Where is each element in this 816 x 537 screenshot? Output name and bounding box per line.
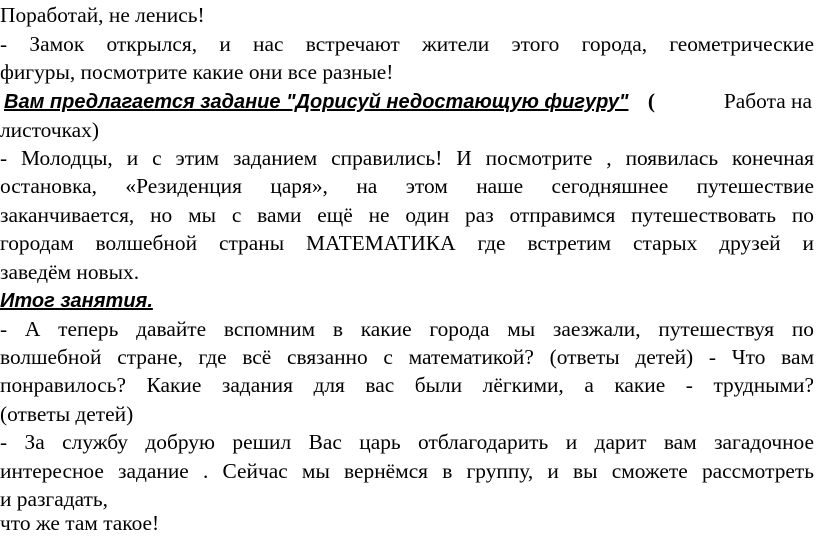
summary-line xyxy=(0,286,814,315)
paragraph-line: - Молодцы, и с этим заданием справились! И посмотрите , появилась конечная xyxy=(0,146,814,170)
paragraph-line: - Замок открылся, и нас встречают жители этого города, геометрические xyxy=(0,32,814,56)
task-title: Вам предлагается задание "Дорисуй недостающую фигуру" xyxy=(4,91,629,113)
paragraph-line: листочках) xyxy=(0,118,99,142)
paragraph-line: фигуры, посмотрите какие они все разные! xyxy=(0,60,394,84)
summary-title: Итог занятия. xyxy=(0,290,153,312)
paragraph-line: что же там такое! xyxy=(0,511,160,535)
paragraph-line: заведём новых. xyxy=(0,260,140,284)
paragraph-line: - За службу добрую решил Вас царь отблагодарить и дарит вам загадочное xyxy=(0,430,814,454)
paragraph-line: и разгадать, xyxy=(0,487,108,511)
paragraph-line: понравилось? Какие задания для вас были лёгкими, а какие - трудными? xyxy=(0,373,814,397)
task-line xyxy=(0,87,814,116)
paragraph-line: Поработай, не ленись! xyxy=(0,3,205,27)
paragraph-line: остановка, «Резиденция царя», на этом наше сегодняшнее путешествие xyxy=(0,174,814,198)
paragraph-line: волшебной стране, где всё связанно с математикой? (ответы детей) - Что вам xyxy=(0,345,814,369)
paragraph-line: (ответы детей) xyxy=(0,402,134,426)
paragraph-line: - А теперь давайте вспомним в какие города мы заезжали, путешествуя по xyxy=(0,317,814,341)
paragraph-line: заканчивается, но мы с вами ещё не один раз отправимся путешествовать по xyxy=(0,203,814,227)
paragraph-line: интересное задание . Сейчас мы вернёмся в группу, и вы сможете рассмотреть xyxy=(0,459,814,483)
task-note: Работа на xyxy=(723,89,812,113)
task-paren: ( xyxy=(647,89,655,113)
paragraph-line: городам волшебной страны МАТЕМАТИКА где встретим старых друзей и xyxy=(0,231,814,255)
